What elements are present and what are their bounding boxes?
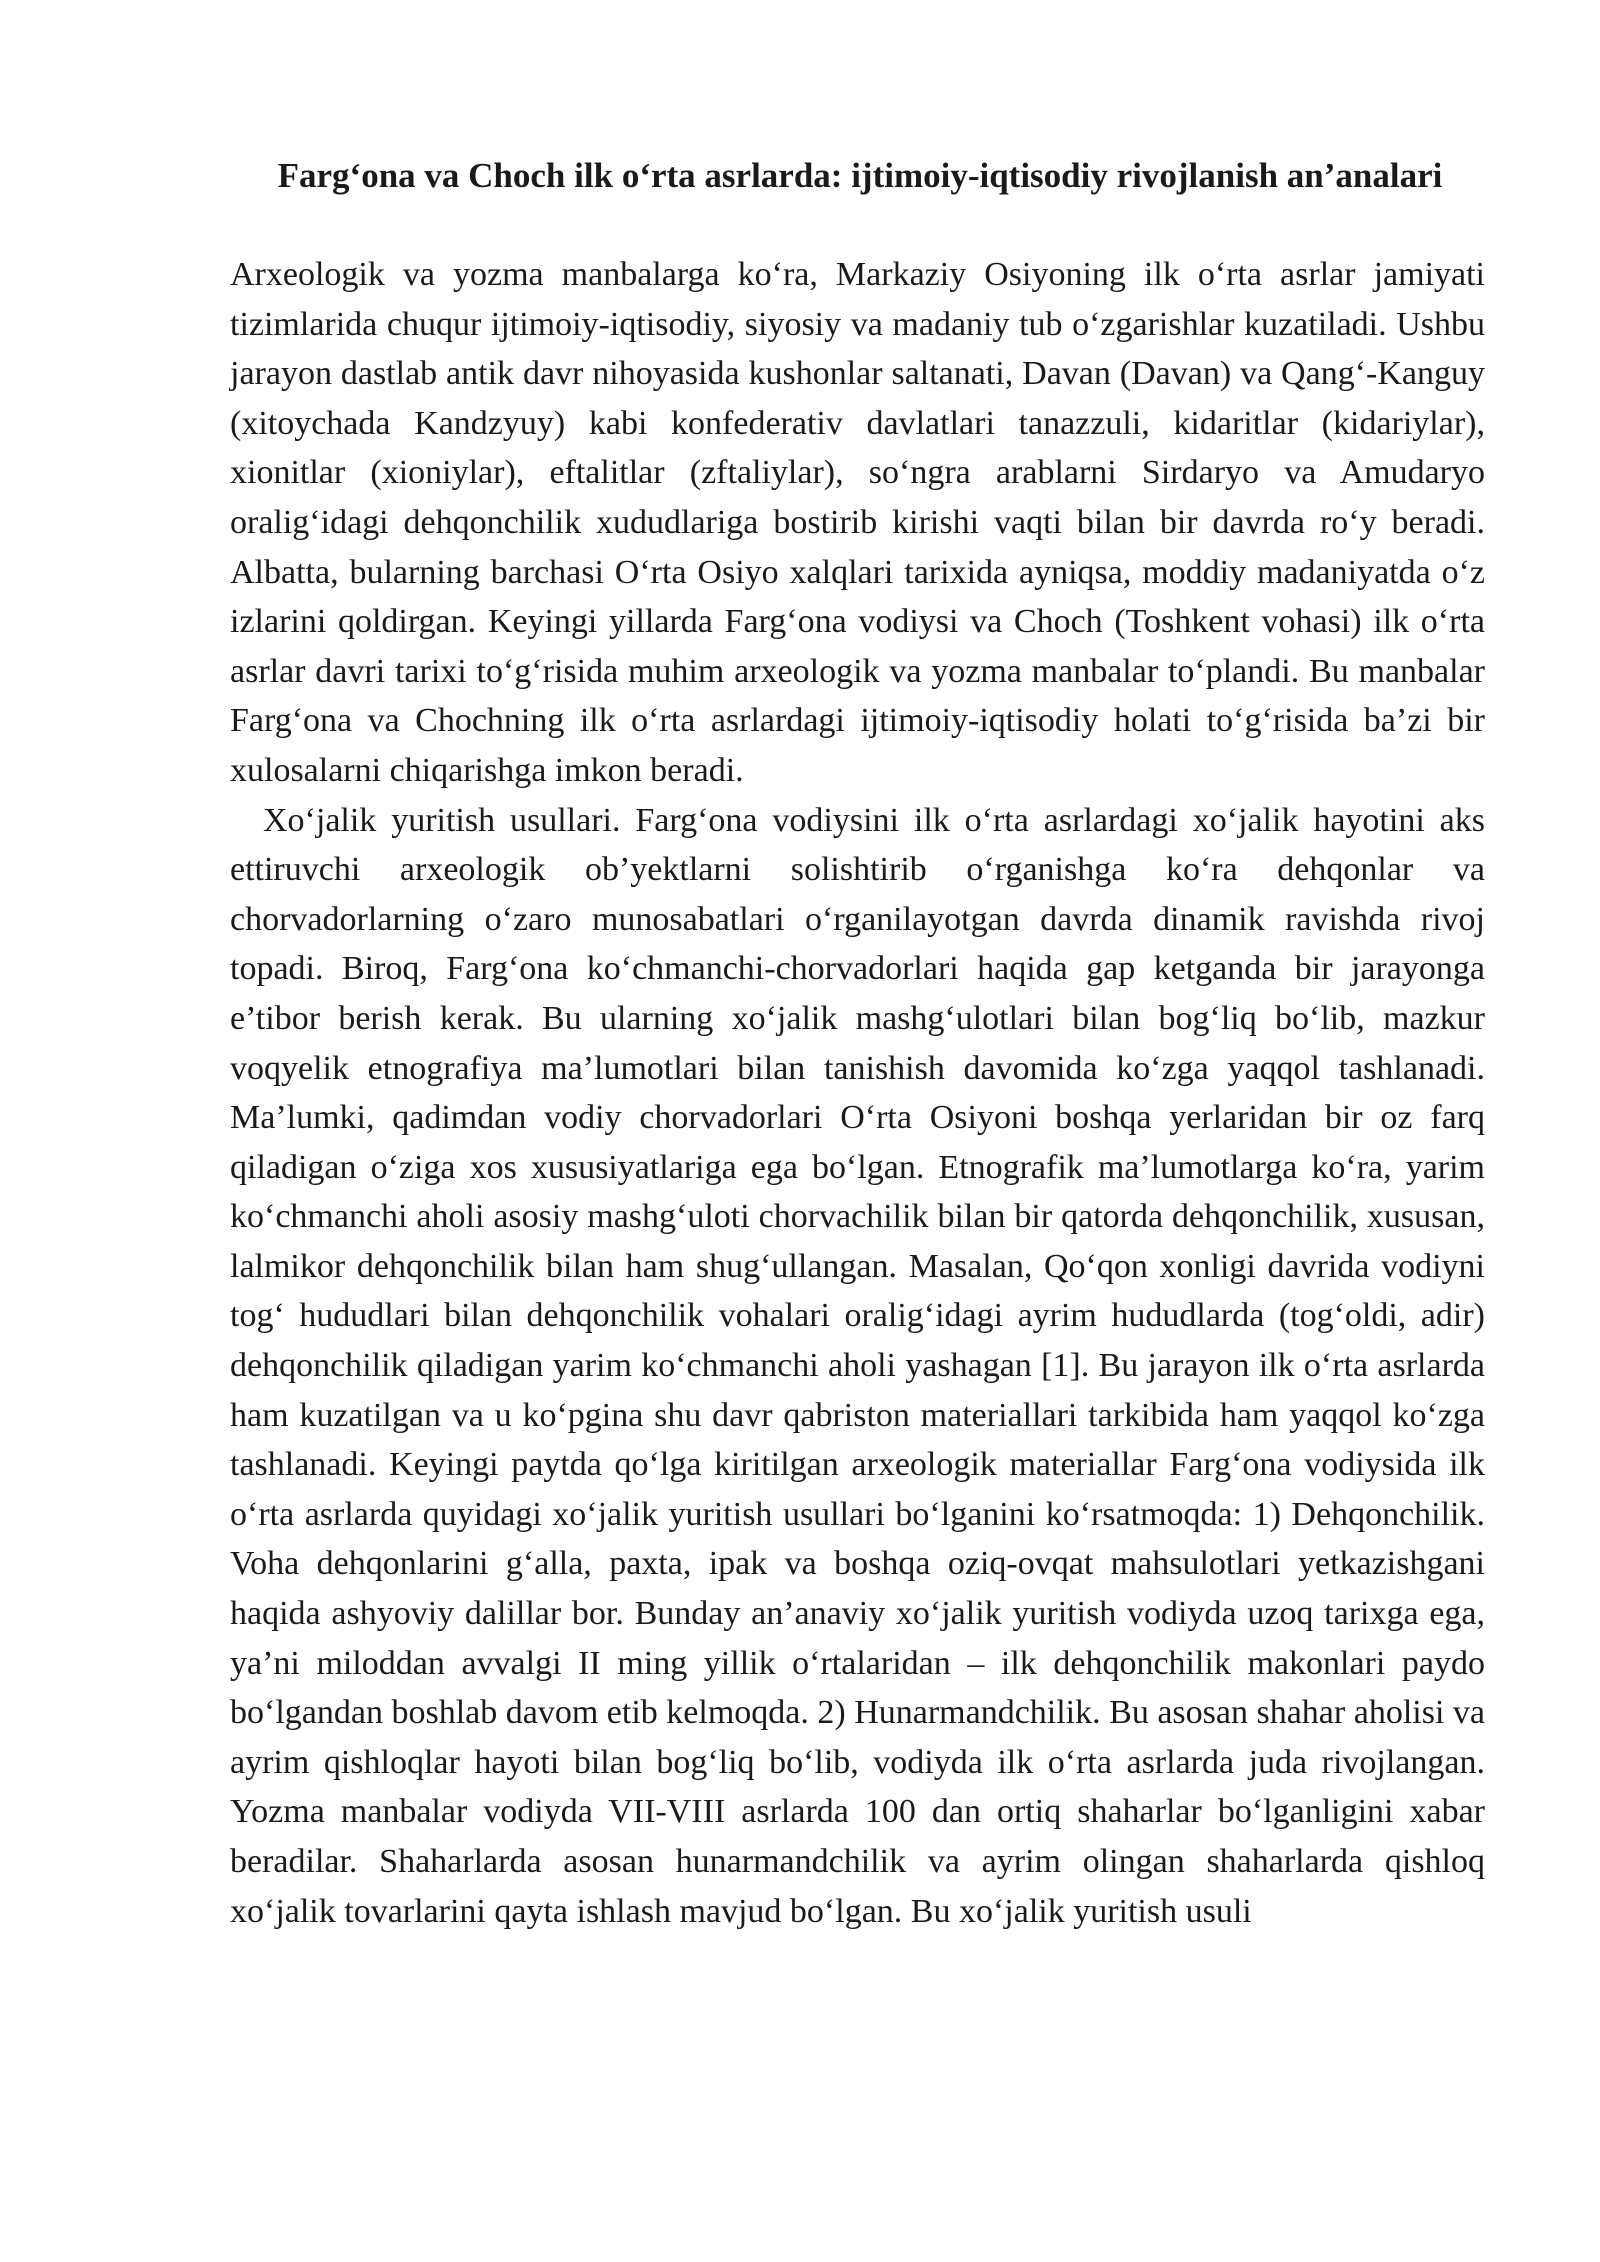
- document-body: [230, 250, 1485, 1936]
- paragraph-economy: Xo‘jalik yuritish usullari. Farg‘ona vodiysini ilk o‘rta asrlardagi xo‘jalik hayotini aks ettiruvchi arxeologik ob’yektlarni solishtirib o‘rganishga ko‘ra dehqonlar va chorvadorlarning o‘zaro munosabatlari o‘rganilayotgan davrda dinamik ravishda rivoj topadi. Biroq, Farg‘ona ko‘chmanchi-chorvadorlari haqida gap ketganda bir jarayonga e’tibor berish kerak. Bu ularning xo‘jalik mashg‘ulotlari bilan bog‘liq bo‘lib, mazkur voqyelik etnografiya ma’lumotlari bilan tanishish davomida ko‘zga yaqqol tashlanadi. Ma’lumki, qadimdan vodiy chorvadorlari O‘rta Osiyoni boshqa yerlaridan bir oz farq qiladigan o‘ziga xos xususiyatlariga ega bo‘lgan. Etnografik ma’lumotlarga ko‘ra, yarim ko‘chmanchi aholi asosiy mashg‘uloti chorvachilik bilan bir qatorda dehqonchilik, xususan, lalmikor dehqonchilik bilan ham shug‘ullangan. Masalan, Qo‘qon xonligi davrida vodiyni tog‘ hududlari bilan dehqonchilik vohalari oralig‘idagi ayrim hududlarda (tog‘oldi, adir) dehqonchilik qiladigan yarim ko‘chmanchi aholi yashagan [1]. Bu jarayon ilk o‘rta asrlarda ham kuzatilgan va u ko‘pgina shu davr qabriston materiallari tarkibida ham yaqqol ko‘zga tashlanadi. Keyingi paytda qo‘lga kiritilgan arxeologik materiallar Farg‘ona vodiysida ilk o‘rta asrlarda quyidagi xo‘jalik yuritish usullari bo‘lganini ko‘rsatmoqda: 1) Dehqonchilik. Voha dehqonlarini g‘alla, paxta, ipak va boshqa oziq-ovqat mahsulotlari yetkazishgani haqida ashyoviy dalillar bor. Bunday an’anaviy xo‘jalik yuritish vodiyda uzoq tarixga ega, ya’ni miloddan avvalgi II ming yillik o‘rtalaridan – ilk dehqonchilik makonlari paydo bo‘lgandan boshlab davom etib kelmoqda. 2) Hunarmandchilik. Bu asosan shahar aholisi va ayrim qishloqlar hayoti bilan bog‘liq bo‘lib, vodiyda ilk o‘rta asrlarda juda rivojlangan. Yozma manbalar vodiyda VII-VIII asrlarda 100 dan ortiq shaharlar bo‘lganligini xabar beradilar. Shaharlarda asosan hunarmandchilik va ayrim olingan shaharlarda qishloq xo‘jalik tovarlarini qayta ishlash mavjud bo‘lgan. Bu xo‘jalik yuritish usuli: [230, 801, 1485, 1930]
- document-title: Farg‘ona va Choch ilk o‘rta asrlarda: ijtimoiy-iqtisodiy rivojlanish an’analari: [277, 156, 1443, 195]
- paragraph-intro: Arxeologik va yozma manbalarga ko‘ra, Markaziy Osiyoning ilk o‘rta asrlar jamiyati tizimlarida chuqur ijtimoiy-iqtisodiy, siyosiy va madaniy tub o‘zgarishlar kuzatiladi. Ushbu jarayon dastlab antik davr nihoyasida kushonlar saltanati, Davan (Davan) va Qang‘-Kanguy (xitoychada Kandzyuy) kabi konfederativ davlatlari tanazzuli, kidaritlar (kidariylar), xionitlar (xioniylar), eftalitlar (zftaliylar), so‘ngra arablarni Sirdaryo va Amudaryo oralig‘idagi dehqonchilik xududlariga bostirib kirishi vaqti bilan bir davrda ro‘y beradi. Albatta, bularning barchasi O‘rta Osiyo xalqlari tarixida ayniqsa, moddiy madaniyatda o‘z izlarini qoldirgan. Keyingi yillarda Farg‘ona vodiysi va Choch (Toshkent vohasi) ilk o‘rta asrlar davri tarixi to‘g‘risida muhim arxeologik va yozma manbalar to‘plandi. Bu manbalar Farg‘ona va Chochning ilk o‘rta asrlardagi ijtimoiy-iqtisodiy holati to‘g‘risida ba’zi bir xulosalarni chiqarishga imkon beradi.: [230, 256, 1485, 789]
